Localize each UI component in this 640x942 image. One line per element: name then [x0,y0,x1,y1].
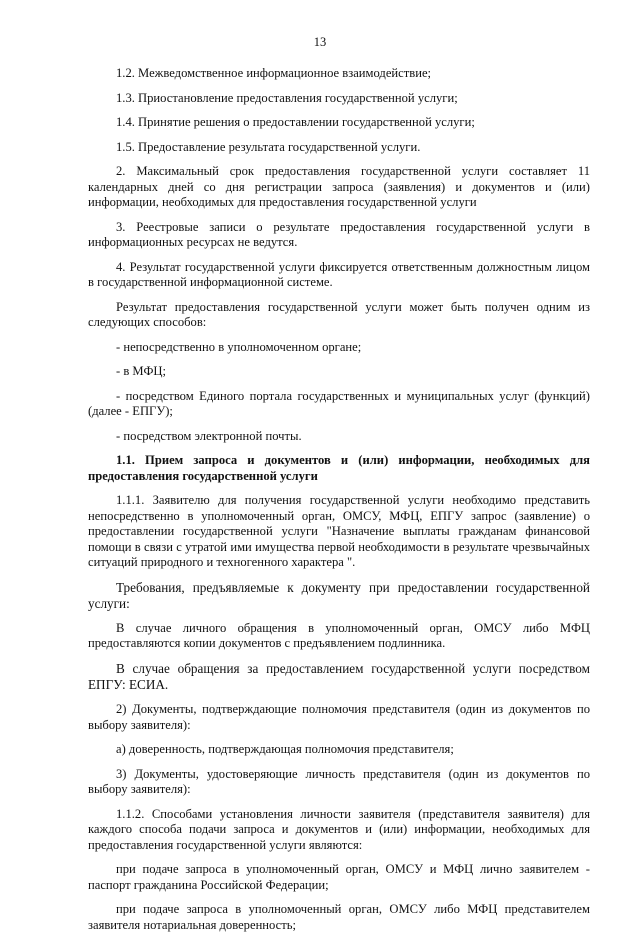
list-item-email: - посредством электронной почты. [116,428,302,443]
paragraph-personal-passport: при подаче запроса в уполномоченный орган, ОМСУ и МФЦ лично заявителем - паспорт гражданина Российской Федерации; [88,862,590,892]
paragraph-1-5: 1.5. Предоставление результата государственной услуги. [116,139,421,154]
paragraph-power-of-attorney: а) доверенность, подтверждающая полномочия представителя; [116,742,454,757]
paragraph-representative-notary: при подаче запроса в уполномоченный орган, ОМСУ либо МФЦ представителем заявителя нотариальная доверенность; [88,902,590,932]
paragraph-identity-docs: 3) Документы, удостоверяющие личность представителя (один из документов по выбору заявителя): [88,766,590,797]
list-item-epgu: - посредством Единого портала государственных и муниципальных услуг (функций) (далее - ЕПГУ); [88,388,590,418]
page-number: 13 [313,35,327,49]
paragraph-1-2: 1.2. Межведомственное информационное взаимодействие; [116,66,432,80]
paragraph-personal-appeal: В случае личного обращения в уполномоченный орган, ОМСУ либо МФЦ предоставляются копии документов с предъявлением подлинника. [88,620,590,651]
paragraph-4-result: 4. Результат государственной услуги фиксируется ответственным должностным лицом в государственной информационной системе. [88,259,590,289]
paragraph-2-deadline: 2. Максимальный срок предоставления государственной услуги составляет 11 календарных дней со дня регистрации запроса (заявления) и документов и (или) информации, необходимых для предоставления государственной услуги [88,164,590,209]
paragraph-3-registry: 3. Реестровые записи о результате предоставления государственной услуги в информационных ресурсах не ведутся. [88,219,590,249]
paragraph-epgu-esia: В случае обращения за предоставлением государственной услуги посредством ЕПГУ: ЕСИА. [88,660,590,693]
list-item-authority: - непосредственно в уполномоченном органе; [116,339,362,354]
document-body [88,66,590,942]
list-item-mfc: - в МФЦ; [116,364,167,378]
paragraph-representative-docs: 2) Документы, подтверждающие полномочия представителя (один из документов по выбору заявителя): [88,702,590,732]
paragraph-requirements: Требования, предъявляемые к документу при предоставлении государственной услуги: [88,579,590,611]
paragraph-1-4: 1.4. Принятие решения о предоставлении государственной услуги; [116,115,475,129]
paragraph-result-methods: Результат предоставления государственной услуги может быть получен одним из следующих способов: [88,299,590,329]
paragraph-1-3: 1.3. Приостановление предоставления государственной услуги; [116,90,458,105]
section-heading: 1.1. Прием запроса и документов и (или) информации, необходимых для предоставления государственной услуги [88,453,590,483]
paragraph-1-1-2: 1.1.2. Способами установления личности заявителя (представителя заявителя) для каждого способа подачи запроса и документов и (или) информации, необходимых для предоставления государственной услуги являются: [88,806,590,852]
paragraph-1-1-1: 1.1.1. Заявителю для получения государственной услуги необходимо представить непосредственно в уполномоченный орган, ОМСУ, МФЦ, ЕПГУ запрос (заявление) о предоставлении государственной услуги "Назначение выплаты гражданам финансовой помощи в связи с утратой ими имущества первой необходимости в результате чрезвычайных ситуаций природного и техногенного характера ". [88,493,590,569]
